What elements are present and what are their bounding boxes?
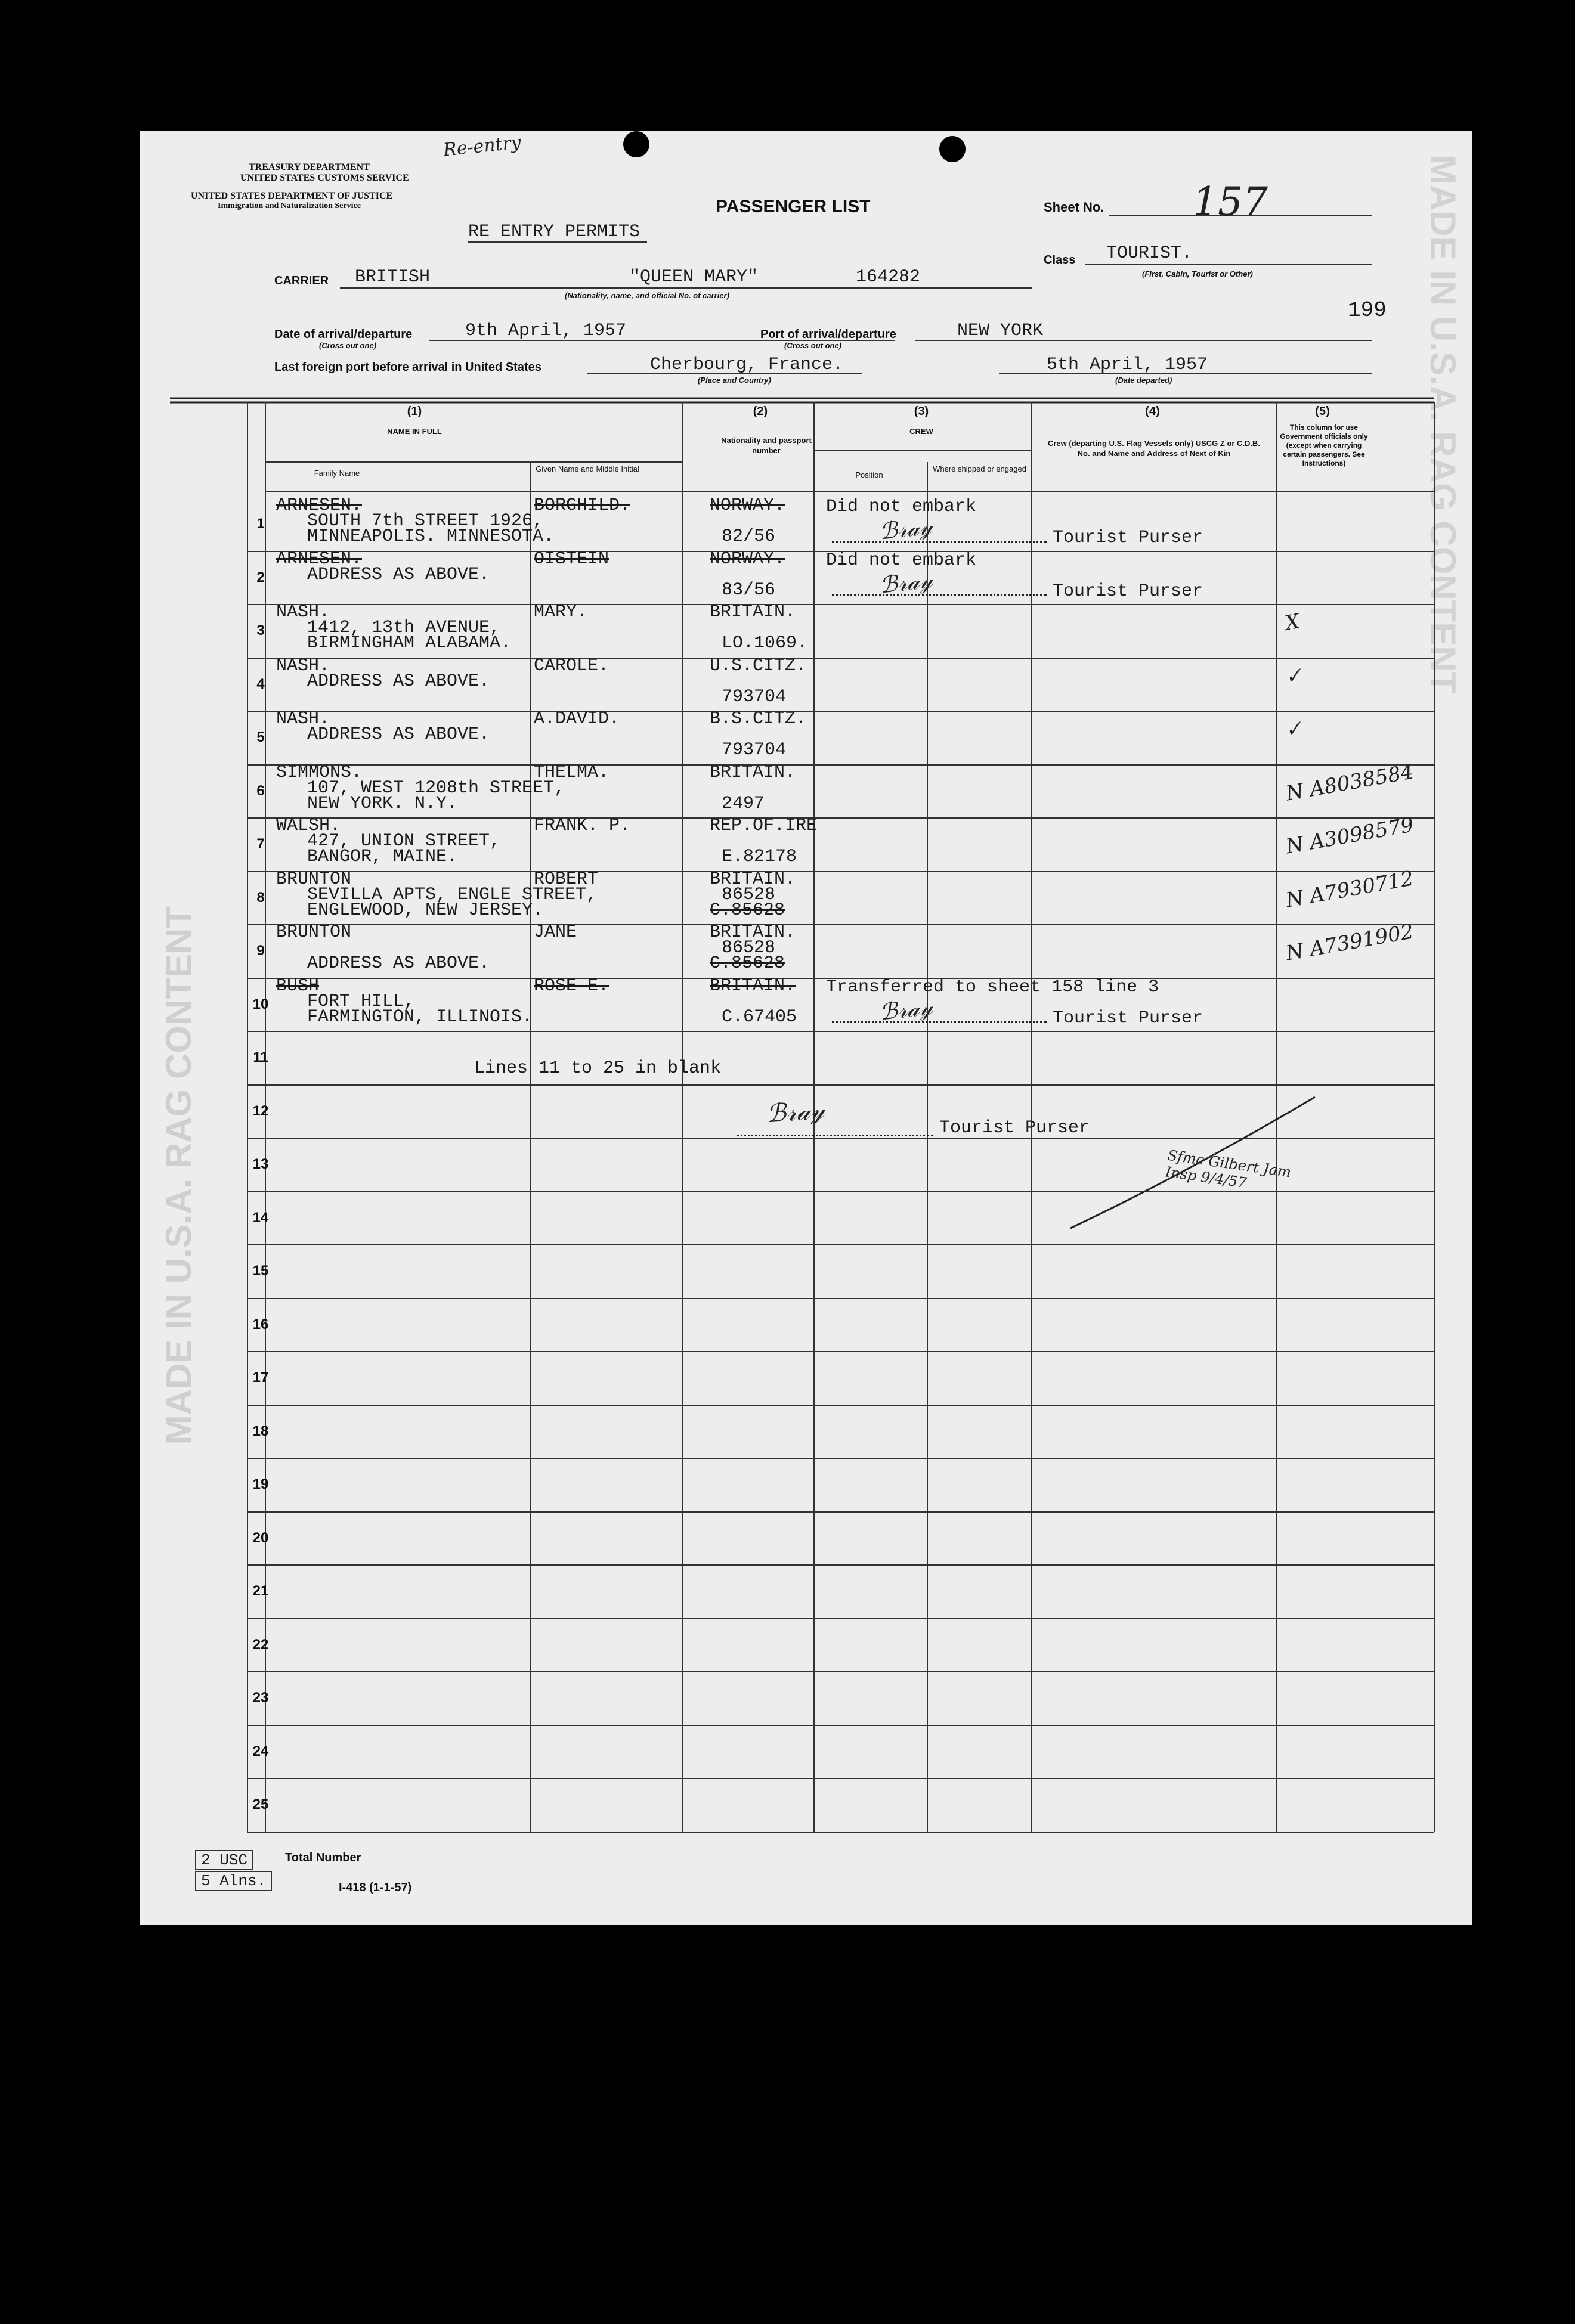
total-number-label: Total Number (285, 1851, 361, 1864)
nationality: NORWAY. (710, 495, 785, 516)
crew-status: Did not embark (826, 550, 977, 571)
row-number: 15 (252, 1263, 269, 1279)
crew-status: Transferred to sheet 158 line 3 (826, 977, 1159, 997)
family-name: NASH. (276, 709, 330, 729)
row-purser: Tourist Purser (1053, 1008, 1203, 1028)
given-name: ROBERT (534, 869, 599, 890)
official-mark: ✓ (1283, 715, 1304, 743)
address-line-1: FORT HILL, (307, 991, 415, 1012)
purser-scrawl: ℬ𝓇𝒶𝓎 (878, 993, 934, 1025)
lastport-hint: (Place and Country) (698, 376, 771, 385)
given-name: OISTEIN (534, 549, 609, 569)
count-usc: 2 USC (195, 1850, 253, 1870)
form-sheet (140, 131, 1472, 1925)
page-stamp: 199 (1348, 298, 1387, 323)
given-name: THELMA. (534, 763, 609, 783)
sheet-label: Sheet No. (1044, 200, 1104, 215)
departed-hint: (Date departed) (1115, 376, 1172, 385)
arrival-date: 9th April, 1957 (465, 321, 627, 341)
arrival-label: Date of arrival/departure (274, 328, 413, 341)
watermark-right: MADE IN U.S.A. RAG CONTENT (1423, 155, 1463, 694)
col4-number: (4) (1145, 405, 1160, 418)
row-number: 23 (252, 1690, 269, 1706)
watermark-left: MADE IN U.S.A. RAG CONTENT (159, 906, 199, 1445)
nationality: BRITAIN. (710, 976, 796, 996)
family-name: ARNESEN. (276, 495, 363, 516)
agency-line-3: UNITED STATES DEPARTMENT OF JUSTICE (191, 191, 393, 201)
row-number: 19 (252, 1476, 269, 1492)
col3-title: CREW (909, 427, 933, 436)
given-name: ROSE E. (534, 976, 609, 996)
official-mark: X (1283, 609, 1302, 636)
class-hint: (First, Cabin, Tourist or Other) (1142, 269, 1253, 278)
address-line-2: ENGLEWOOD, NEW JERSEY. (307, 900, 544, 921)
address-line-2: NEW YORK. N.Y. (307, 794, 458, 814)
row-number: 13 (252, 1156, 269, 1172)
nationality: NORWAY. (710, 549, 785, 569)
count-aliens: 5 Alns. (195, 1871, 272, 1891)
family-name: WALSH. (276, 816, 341, 836)
purser-signature-label: Tourist Purser (939, 1118, 1090, 1138)
row-number: 5 (256, 729, 265, 745)
carrier-name: "QUEEN MARY" (629, 267, 759, 287)
carrier-nationality: BRITISH (355, 267, 431, 287)
purser-dots (832, 1021, 1047, 1023)
nationality: BRITAIN. (710, 869, 796, 890)
family-name: ARNESEN. (276, 549, 363, 569)
passport-number: 2497 (722, 794, 765, 814)
purser-scrawl: ℬ𝓇𝒶𝓎 (878, 513, 934, 545)
row-number: 9 (256, 943, 265, 959)
class-label: Class (1044, 253, 1076, 267)
official-notes: Sfmc Gilbert Jam Insp 9/4/57 (1164, 1146, 1292, 1192)
col1-number: (1) (407, 405, 422, 418)
given-name: BORGHILD. (534, 495, 631, 516)
family-name: SIMMONS. (276, 763, 363, 783)
family-name: BUSH (276, 976, 320, 996)
address-line-2: FARMINGTON, ILLINOIS. (307, 1007, 533, 1027)
blank-note: Lines 11 to 25 in blank (474, 1058, 722, 1079)
address-line-1: 107, WEST 1208th STREET, (307, 778, 565, 798)
col1-family: Family Name (314, 469, 360, 478)
col5-title: This column for use Government officials only (except when carrying certain passengers. See Instructions) (1280, 423, 1368, 467)
passport-number: 86528 (722, 885, 776, 905)
col1-title: NAME IN FULL (387, 427, 442, 436)
address-line-1: SEVILLA APTS, ENGLE STREET, (307, 885, 598, 905)
address-line-1: 427, UNION STREET, (307, 831, 501, 851)
row-number: 11 (253, 1049, 268, 1065)
departed-value: 5th April, 1957 (1047, 355, 1208, 375)
form-number: I-418 (1-1-57) (339, 1881, 412, 1894)
row-number: 10 (252, 996, 269, 1012)
family-name: NASH. (276, 656, 330, 676)
row-number: 2 (256, 569, 265, 585)
address-line-1: ADDRESS AS ABOVE. (307, 671, 490, 692)
port-hint: (Cross out one) (784, 341, 842, 350)
row-number: 17 (252, 1369, 269, 1386)
passport-struck: C.85628 (710, 953, 785, 974)
carrier-label: CARRIER (274, 274, 329, 287)
passport-number: E.82178 (722, 847, 797, 867)
row-purser: Tourist Purser (1053, 528, 1203, 548)
address-line-2: MINNEAPOLIS. MINNESOTA. (307, 526, 555, 547)
row-number: 18 (252, 1423, 269, 1439)
col2-number: (2) (753, 405, 768, 418)
reentry-handwritten: Re-entry (442, 132, 522, 161)
passport-number: 793704 (722, 740, 787, 760)
col4-title: Crew (departing U.S. Flag Vessels only) USCG Z or C.D.B. No. and Name and Address of Next of Kin (1047, 439, 1261, 458)
address-line-1: ADDRESS AS ABOVE. (307, 724, 490, 745)
purser-scrawl-main: ℬ𝓇𝒶𝓎 (765, 1095, 826, 1129)
col1-given: Given Name and Middle Initial (536, 464, 639, 473)
purser-dots (832, 594, 1047, 596)
row-number: 3 (256, 622, 265, 639)
address-line-1: SOUTH 7th STREET 1926, (307, 511, 544, 531)
col5-number: (5) (1315, 405, 1330, 418)
row-number: 22 (252, 1637, 269, 1653)
row-purser: Tourist Purser (1053, 581, 1203, 602)
lastport-label: Last foreign port before arrival in United States (274, 361, 541, 374)
nationality: B.S.CITZ. (710, 709, 807, 729)
col3-where: Where shipped or engaged (933, 464, 1026, 473)
passport-number: 86528 (722, 938, 776, 958)
row-number: 6 (256, 783, 265, 799)
given-name: A.DAVID. (534, 709, 620, 729)
family-name: BRUNTON (276, 869, 352, 890)
row-number: 20 (252, 1530, 269, 1546)
passport-number: 83/56 (722, 580, 776, 600)
passport-number: 82/56 (722, 526, 776, 547)
col2-title: Nationality and passport number (721, 436, 812, 455)
passport-number: C.67405 (722, 1007, 797, 1027)
passport-number: 793704 (722, 687, 787, 707)
row-number: 4 (256, 676, 265, 692)
row-number: 12 (252, 1103, 269, 1119)
row-number: 8 (256, 890, 265, 906)
given-name: CAROLE. (534, 656, 609, 676)
row-number: 24 (252, 1743, 269, 1759)
official-mark: ✓ (1283, 662, 1304, 690)
sheet-number: 157 (1193, 179, 1268, 225)
address-line-2: BIRMINGHAM ALABAMA. (307, 633, 512, 653)
official-mark: N A3098579 (1284, 813, 1416, 859)
nationality: BRITAIN. (710, 763, 796, 783)
given-name: FRANK. P. (534, 816, 631, 836)
official-slash (1065, 1085, 1327, 1240)
official-mark: N A7391902 (1284, 919, 1416, 966)
official-mark: N A8038584 (1284, 760, 1416, 806)
purser-scrawl: ℬ𝓇𝒶𝓎 (878, 566, 934, 599)
lastport-value: Cherbourg, France. (650, 355, 844, 375)
address-line-1: ADDRESS AS ABOVE. (307, 565, 490, 585)
col3-number: (3) (914, 405, 929, 418)
nationality: BRITAIN. (710, 602, 796, 622)
address-line-1: 1412, 13th AVENUE, (307, 618, 501, 638)
purser-signature-dots (737, 1135, 933, 1136)
port-value: NEW YORK (957, 321, 1044, 341)
table-body (140, 131, 1472, 1925)
passport-number: LO.1069. (722, 633, 808, 653)
form-title: PASSENGER LIST (716, 197, 871, 216)
col3-position: Position (855, 470, 883, 479)
row-number: 14 (252, 1210, 269, 1226)
agency-line-1: TREASURY DEPARTMENT (249, 162, 370, 172)
passport-struck: C.85628 (710, 900, 785, 921)
official-mark: N A7930712 (1284, 866, 1416, 913)
arrival-hint: (Cross out one) (319, 341, 377, 350)
nationality: U.S.CITZ. (710, 656, 807, 676)
address-line-2: BANGOR, MAINE. (307, 847, 458, 867)
carrier-number: 164282 (856, 267, 921, 287)
nationality: BRITAIN. (710, 922, 796, 943)
reentry-permits: RE ENTRY PERMITS (468, 222, 640, 242)
family-name: BRUNTON (276, 922, 352, 943)
row-number: 16 (252, 1316, 269, 1333)
agency-line-2: UNITED STATES CUSTOMS SERVICE (240, 173, 409, 183)
row-number: 25 (252, 1796, 269, 1812)
family-name: NASH. (276, 602, 330, 622)
carrier-hint: (Nationality, name, and official No. of carrier) (565, 291, 729, 300)
row-number: 1 (256, 516, 265, 532)
class-value: TOURIST. (1106, 243, 1193, 264)
given-name: JANE (534, 922, 577, 943)
agency-line-4: Immigration and Naturalization Service (218, 202, 361, 210)
crew-status: Did not embark (826, 497, 977, 517)
address-line-2: ADDRESS AS ABOVE. (307, 953, 490, 974)
given-name: MARY. (534, 602, 588, 622)
row-number: 21 (252, 1583, 269, 1599)
row-number: 7 (256, 836, 265, 852)
port-label: Port of arrival/departure (760, 328, 896, 341)
nationality: REP.OF.IRE (710, 816, 818, 836)
purser-dots (832, 541, 1047, 543)
